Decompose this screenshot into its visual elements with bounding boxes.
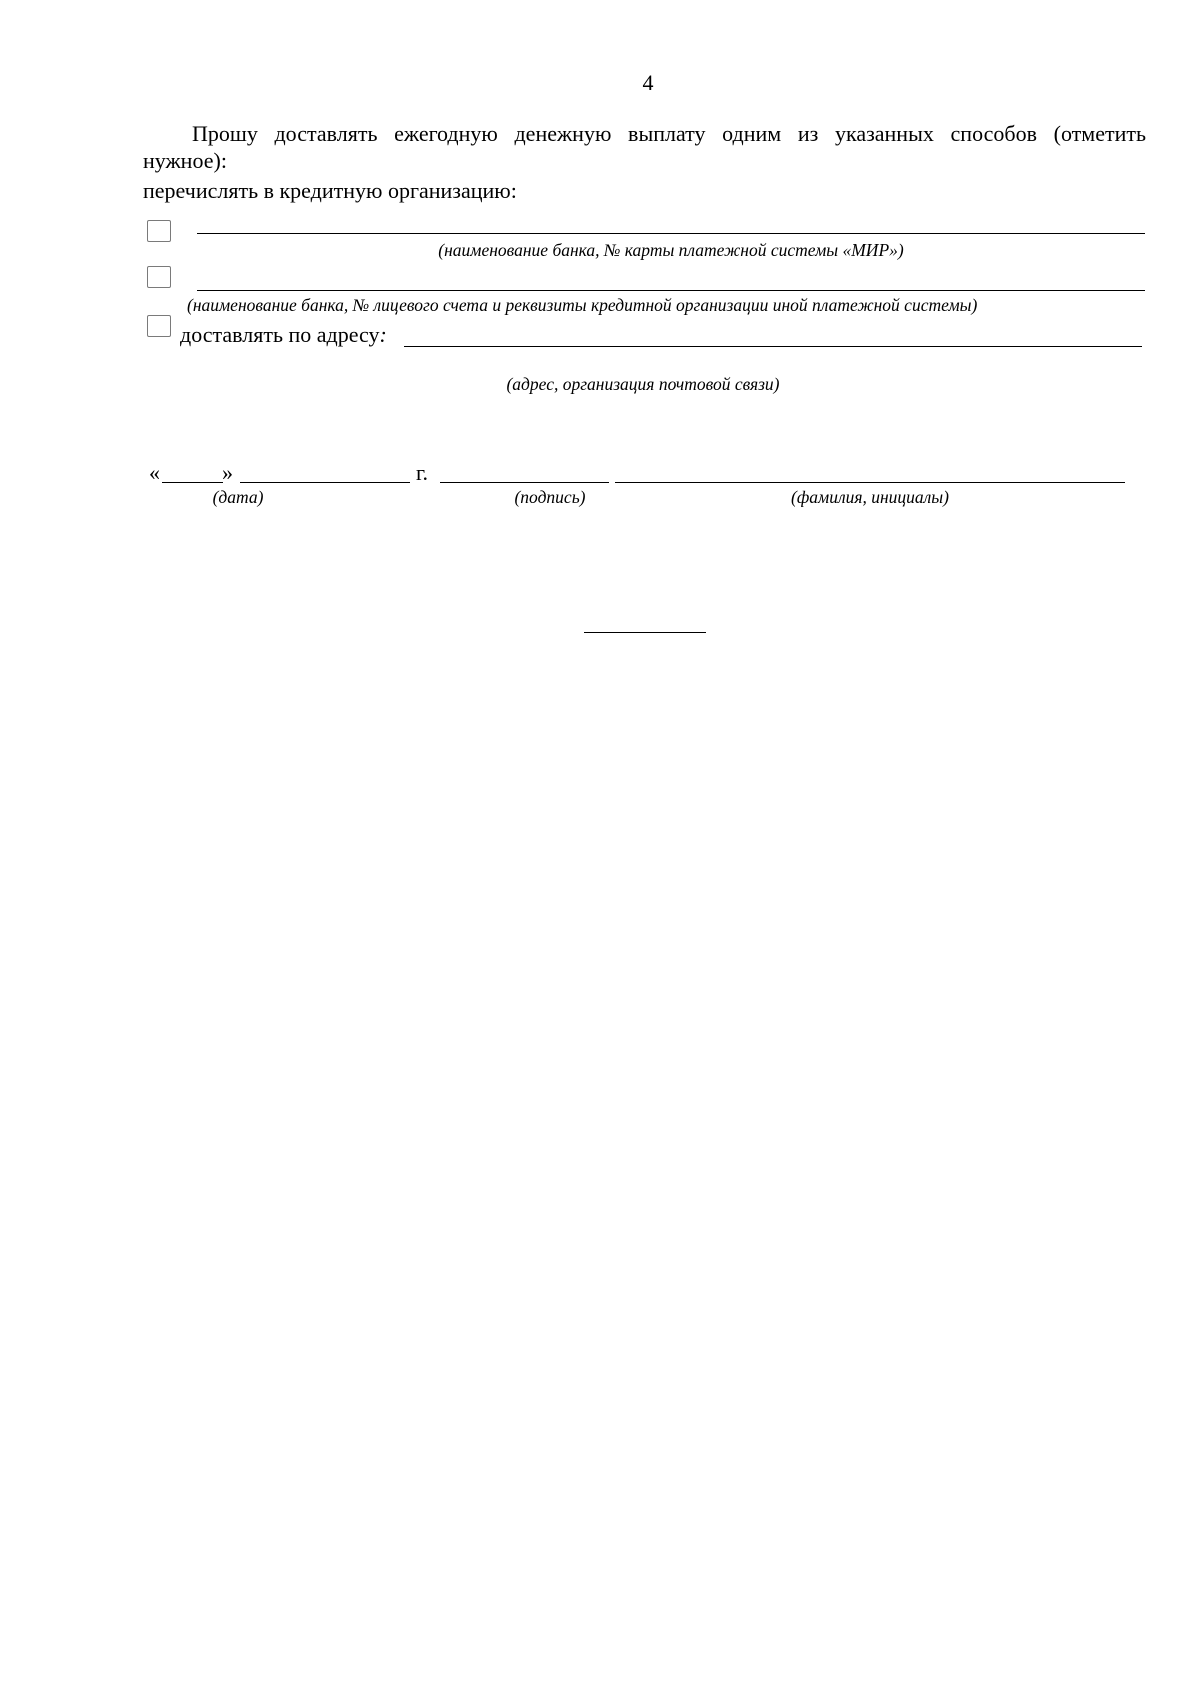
intro-line-2: нужное):	[143, 148, 227, 173]
end-separator	[584, 632, 706, 633]
option-mir-card-checkbox[interactable]	[147, 220, 171, 242]
option-address-checkbox[interactable]	[147, 315, 171, 337]
full-name-field[interactable]	[615, 460, 1125, 484]
signature-line	[440, 482, 609, 483]
mir-card-field[interactable]	[197, 210, 1145, 234]
date-open-quote: «	[149, 460, 160, 485]
page-number: 4	[642, 70, 654, 95]
signature-caption: (подпись)	[514, 487, 586, 507]
date-month-line	[240, 482, 410, 483]
address-caption: (адрес, организация почтовой связи)	[506, 374, 780, 394]
address-label	[180, 322, 387, 348]
address-label-text: доставлять по адресу	[180, 322, 380, 347]
name-caption: (фамилия, инициалы)	[791, 487, 949, 507]
date-caption: (дата)	[212, 487, 264, 507]
address-field-line	[404, 346, 1142, 347]
credit-org-label: перечислять в кредитную организацию:	[143, 178, 517, 203]
mir-card-field-line	[197, 233, 1145, 234]
date-close-quote: »	[222, 460, 233, 485]
other-payment-field[interactable]	[197, 266, 1145, 290]
other-payment-field-line	[197, 290, 1145, 291]
full-name-line	[615, 482, 1125, 483]
intro-line-1: Прошу доставлять ежегодную денежную выплату одним из указанных способов (отметить	[192, 121, 1146, 146]
date-day-line	[162, 482, 223, 483]
signature-field[interactable]	[440, 460, 609, 484]
option-other-payment-checkbox[interactable]	[147, 266, 171, 288]
address-label-colon: :	[379, 322, 387, 347]
other-payment-caption: (наименование банка, № лицевого счета и реквизиты кредитной организации иной платежной системы)	[187, 295, 978, 315]
address-field[interactable]	[404, 322, 1142, 346]
date-month-field[interactable]	[240, 460, 410, 484]
date-day-field[interactable]	[162, 460, 223, 484]
year-suffix: г.	[416, 460, 429, 485]
mir-card-caption: (наименование банка, № карты платежной системы «МИР»)	[438, 240, 904, 260]
